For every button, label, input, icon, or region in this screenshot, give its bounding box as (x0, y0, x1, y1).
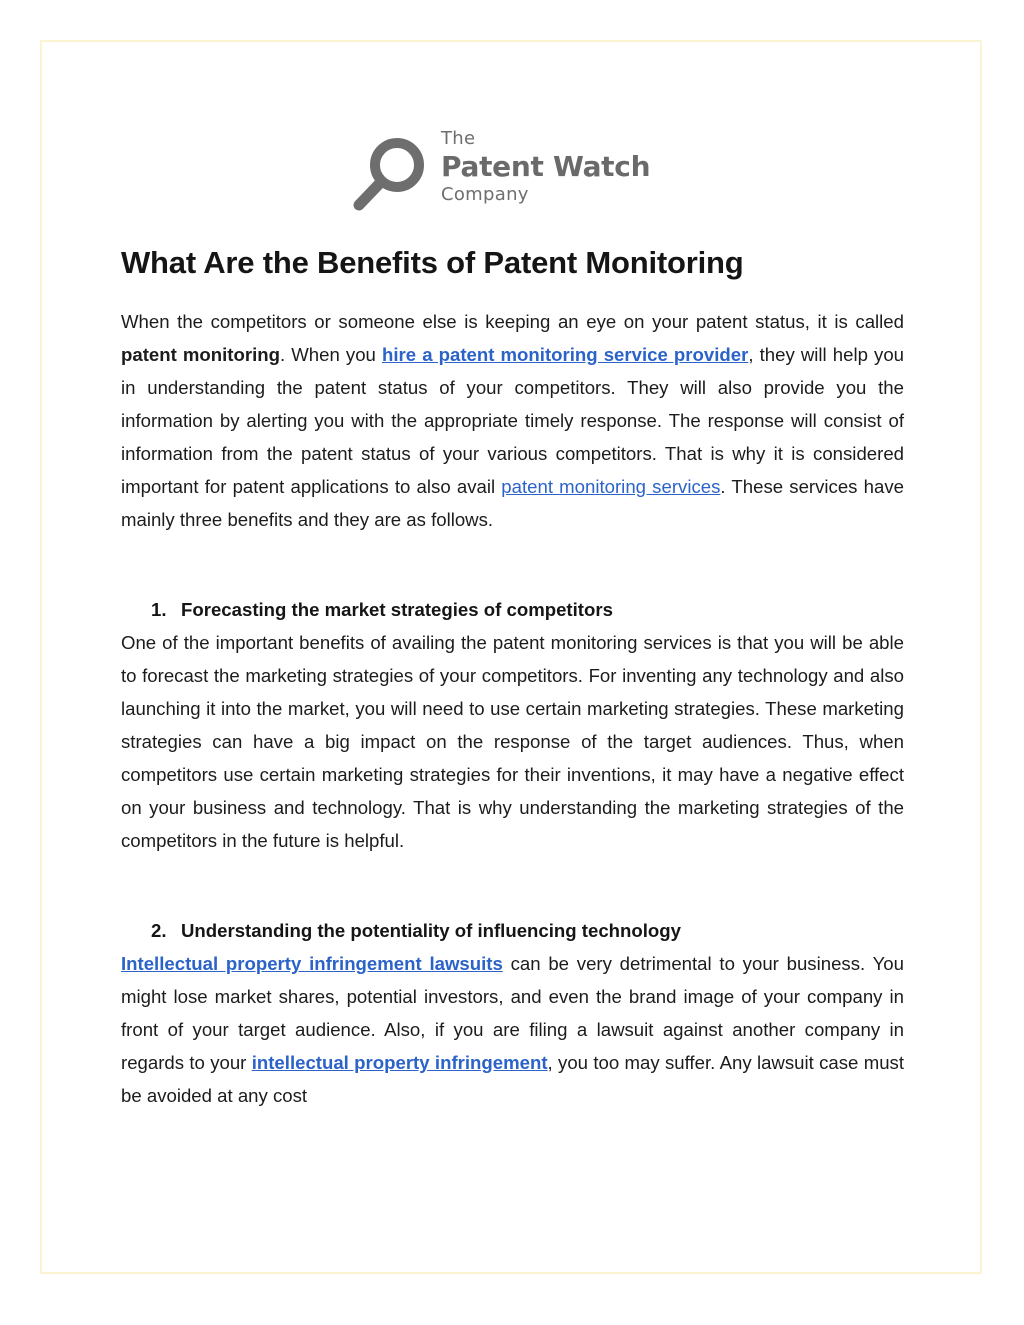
section-2-text-1: can be very detrimental to your business. You might lose market shares, potential investors, and even the brand image of your company in front of your target audience. Also, if you are filing a lawsuit against another company in regards to your (121, 953, 904, 1073)
section-2-number: 2. (151, 920, 167, 941)
section-1-paragraph: One of the important benefits of availing the patent monitoring services is that you will be able to forecast the marketing strategies of your competitors. For inventing any technology and also launching it into the market, you will need to use certain marketing strategies. These marketing strategies can have a big impact on the response of the target audiences. Thus, when competitors use certain marketing strategies for their inventions, it may have a negative effect on your business and technology. That is why understanding the marketing strategies of the competitors in the future is helpful. (121, 632, 904, 851)
section-2-heading (121, 914, 904, 947)
hire-provider-link[interactable]: hire a patent monitoring service provider (382, 344, 749, 365)
logo-line-the: The (441, 128, 476, 149)
intro-text-4: . These services have mainly three benefits and they are as follows. (121, 476, 904, 530)
section-1-heading (121, 593, 904, 626)
magnifier-icon (350, 132, 430, 214)
section-1-number: 1. (151, 599, 167, 620)
page-title: What Are the Benefits of Patent Monitoring (121, 245, 744, 280)
logo-line-name: Patent Watch (441, 150, 651, 183)
intro-paragraph (121, 305, 904, 536)
logo-wordmark (441, 128, 650, 206)
document-body (121, 240, 904, 1112)
section-2-text-2: , you too may suffer. Any lawsuit case must be avoided at any cost (121, 1052, 904, 1106)
section-2-title: Understanding the potentiality of influencing technology (181, 920, 681, 941)
intro-text-2: . When you (279, 344, 382, 365)
monitoring-services-link[interactable]: patent monitoring services (501, 476, 721, 497)
section-2-paragraph (121, 947, 904, 1112)
intro-bold-term: patent monitoring (121, 344, 280, 365)
ip-lawsuits-link[interactable]: Intellectual property infringement lawsuits (121, 953, 503, 974)
intro-text-1: When the competitors or someone else is keeping an eye on your patent status, it is called (121, 311, 904, 332)
section-1-title: Forecasting the market strategies of competitors (181, 599, 613, 620)
ip-infringement-link[interactable]: intellectual property infringement (251, 1052, 548, 1073)
logo-line-company: Company (441, 184, 529, 205)
company-logo (350, 128, 680, 218)
intro-text-3: , they will help you in understanding the patent status of your competitors. They will also provide you the information by alerting you with the appropriate timely response. The response will consist of information from the patent status of your various competitors. That is why it is considered important for patent applications to also avail (121, 344, 905, 497)
